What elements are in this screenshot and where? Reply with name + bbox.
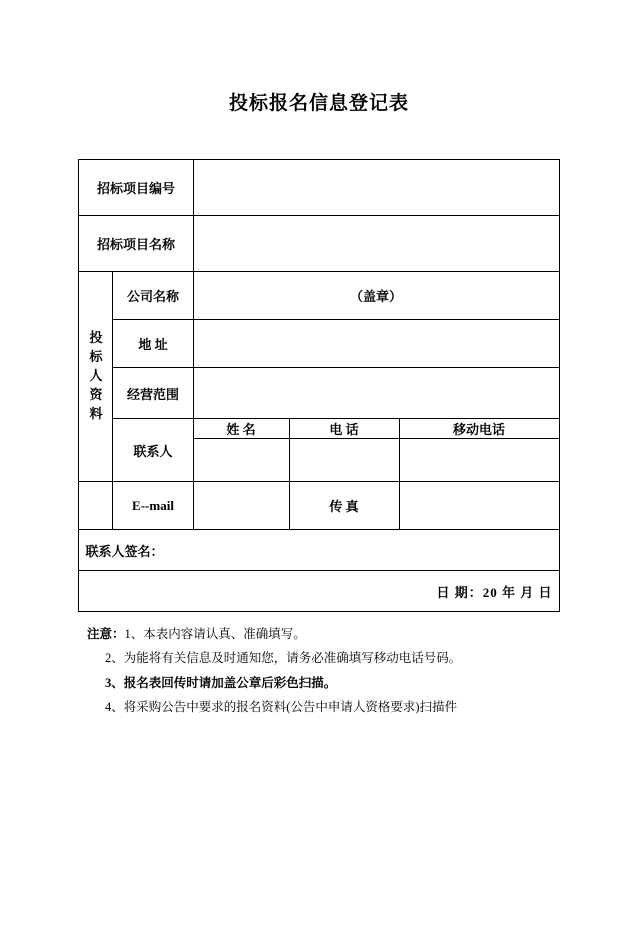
notes-section bbox=[79, 622, 559, 720]
contact-mobile-field[interactable] bbox=[399, 439, 559, 482]
contact-name-field[interactable] bbox=[193, 439, 289, 482]
contact-person-label: 联系人 bbox=[113, 419, 193, 482]
table-row bbox=[79, 368, 559, 419]
note-item-1 bbox=[79, 622, 559, 646]
table-row bbox=[79, 530, 559, 571]
bidder-section-spacer bbox=[79, 482, 113, 530]
table-row bbox=[79, 160, 559, 216]
table-row bbox=[79, 571, 559, 612]
table-row bbox=[79, 216, 559, 272]
contact-name-header: 姓 名 bbox=[193, 419, 289, 439]
table-row bbox=[79, 482, 559, 530]
date-field[interactable]: 日 期：20 年 月 日 bbox=[79, 571, 559, 612]
email-label: E--mail bbox=[113, 482, 193, 530]
page-title: 投标报名信息登记表 bbox=[228, 93, 409, 114]
note-item-4: 4、将采购公告中要求的报名资料(公告中申请人资格要求)扫描件 bbox=[105, 700, 458, 715]
business-scope-field[interactable] bbox=[193, 368, 559, 419]
notes-prefix: 注意： bbox=[87, 627, 125, 641]
contact-mobile-header: 移动电话 bbox=[399, 419, 559, 439]
project-name-label: 招标项目名称 bbox=[79, 216, 193, 272]
business-scope-label: 经营范围 bbox=[113, 368, 193, 419]
bidder-section-label: 投 标 人 资 料 bbox=[79, 272, 113, 482]
document-page bbox=[0, 88, 638, 946]
table-row bbox=[79, 272, 559, 320]
table-row bbox=[79, 320, 559, 368]
email-field[interactable] bbox=[193, 482, 289, 530]
company-name-label: 公司名称 bbox=[113, 272, 193, 320]
project-number-label: 招标项目编号 bbox=[79, 160, 193, 216]
contact-phone-header: 电 话 bbox=[289, 419, 399, 439]
address-label: 地 址 bbox=[113, 320, 193, 368]
note-item-3: 3、报名表回传时请加盖公章后彩色扫描。 bbox=[105, 675, 337, 690]
registration-form-table bbox=[78, 159, 559, 612]
fax-field[interactable] bbox=[399, 482, 559, 530]
address-field[interactable] bbox=[193, 320, 559, 368]
fax-label: 传 真 bbox=[289, 482, 399, 530]
project-name-field[interactable] bbox=[193, 216, 559, 272]
note-text-1: 1、本表内容请认真、准确填写。 bbox=[124, 627, 306, 641]
company-name-field[interactable]: （盖章） bbox=[193, 272, 559, 320]
contact-phone-field[interactable] bbox=[289, 439, 399, 482]
table-row bbox=[79, 419, 559, 439]
note-item-2: 2、为能将有关信息及时通知您，请务必准确填写移动电话号码。 bbox=[105, 651, 462, 666]
project-number-field[interactable] bbox=[193, 160, 559, 216]
signature-field[interactable]: 联系人签名： bbox=[79, 530, 559, 571]
